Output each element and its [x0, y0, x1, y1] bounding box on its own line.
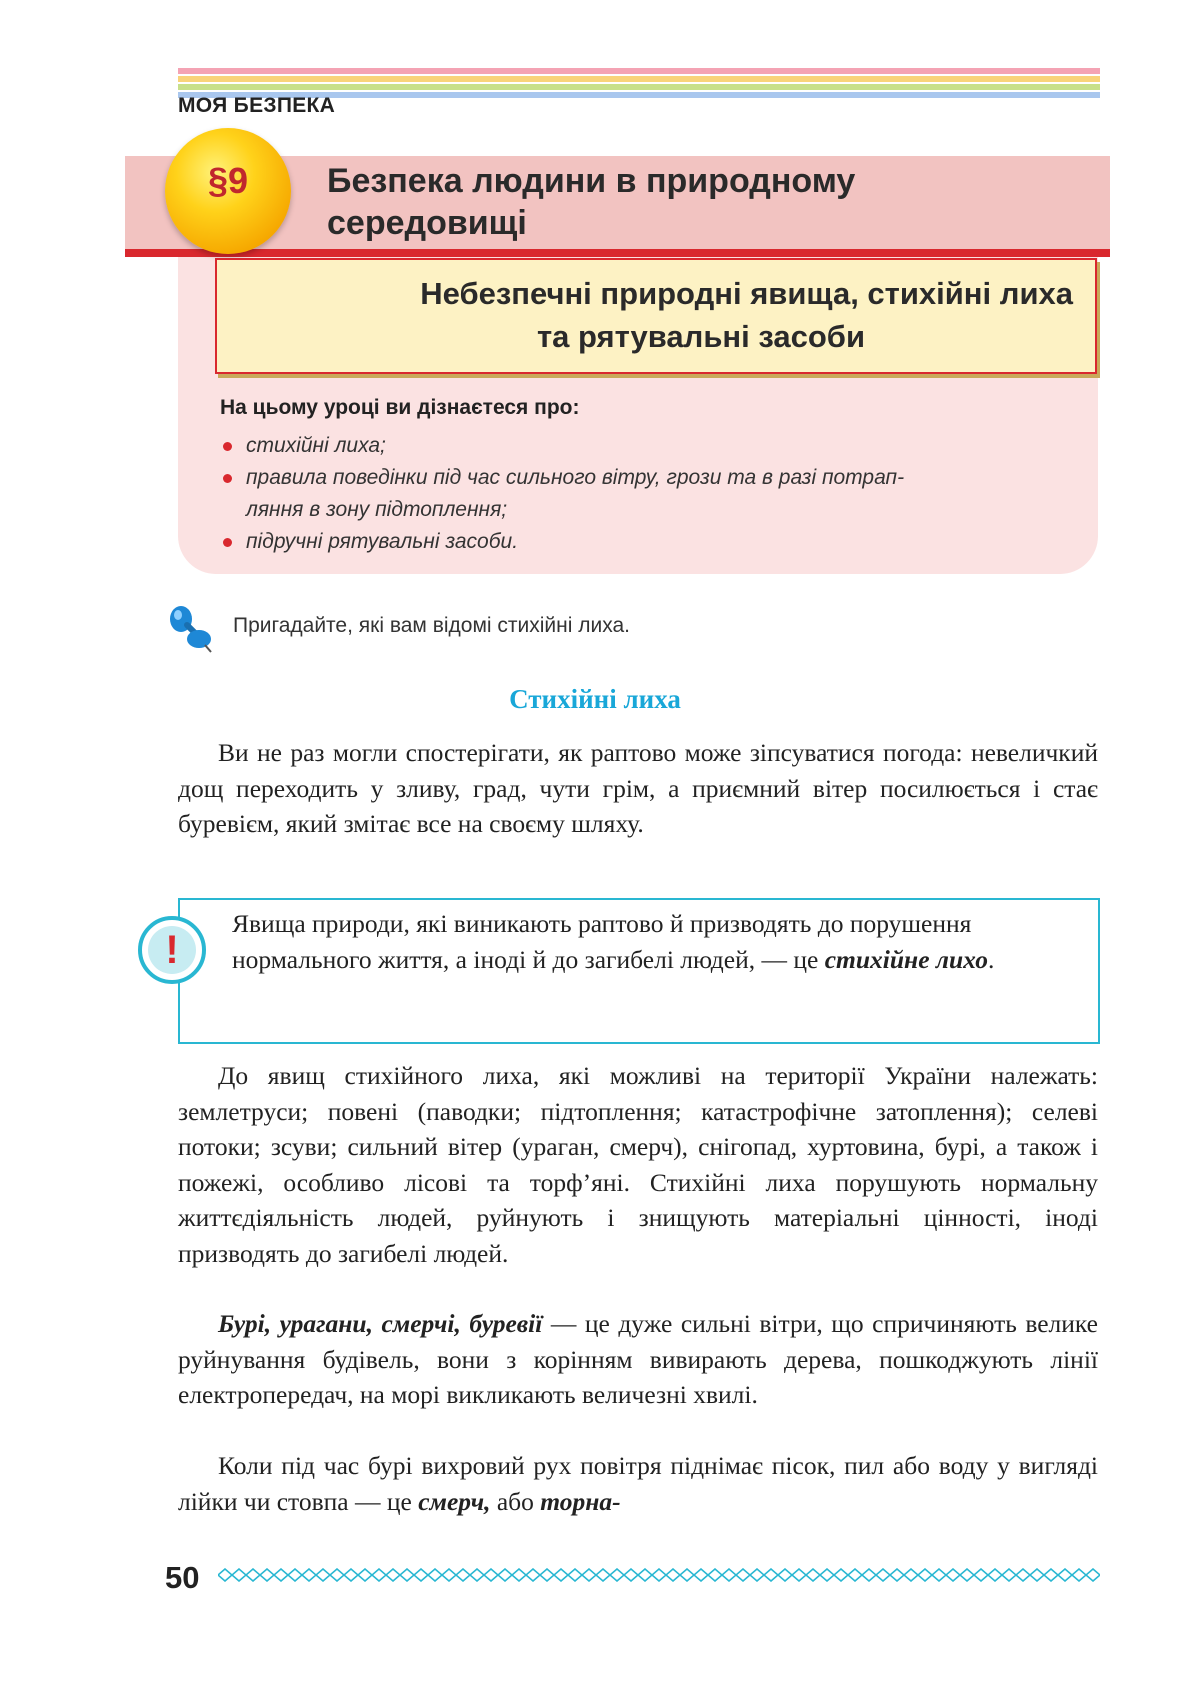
page-number: 50: [165, 1560, 200, 1595]
list-item: стихійні лиха;: [220, 430, 1070, 462]
title-band-edge: [125, 249, 1110, 257]
intro-heading: На цьому уроці ви дізнаєтеся про:: [220, 396, 580, 419]
definition-term: стихійне лихо: [824, 944, 989, 974]
list-item-continuation: ляння в зону підтоплення;: [246, 498, 508, 521]
paragraph-1: Ви не раз могли спостерігати, як раптово може зіпсуватися погода: невеличкий дощ переходить у зливу, град, чути грім, а приємний вітер посилюється і стає буревієм, який змітає все на своєму шляху.: [178, 738, 1098, 838]
bullet-dot-icon: [223, 538, 232, 547]
recall-question: Пригадайте, які вам відомі стихійні лиха.: [233, 614, 631, 637]
section-heading: Стихійні лиха: [509, 684, 681, 714]
subtitle-line-2: та рятувальні засоби: [536, 319, 865, 354]
term-smerch: смерч,: [418, 1486, 491, 1516]
subtitle-box: [215, 258, 1097, 374]
title-line-1: Безпека людини в природному: [327, 162, 856, 200]
page-title: [327, 160, 1027, 244]
footer-decorative-chain: [218, 1568, 1100, 1582]
stripe-green: [178, 84, 1100, 90]
intro-bullet-list: [220, 430, 1070, 558]
paragraph-3: Бурі, урагани, смерчі, буревії — це дуже сильні вітри, що спричиняють велике руйнування будівель, вони з корінням вивирають дерева, пошкоджують лінії електропередач, на морі викликають величезні хвилі.: [178, 1309, 1098, 1409]
storm-terms: Бурі, урагани, смерчі, буревії: [218, 1309, 543, 1338]
bullet-dot-icon: [223, 474, 232, 483]
list-item: підручні рятувальні засоби.: [220, 526, 1070, 558]
subtitle-line-1: Небезпечні природні явища, стихійні лиха: [420, 276, 1073, 311]
definition-text: Явища природи, які виникають раптово й призводять до порушення нормального життя, а іноді й до загибелі людей, — це стихійне лихо.: [232, 909, 995, 974]
pushpin-icon: [165, 603, 215, 653]
paragraph-2: До явищ стихійного лиха, які можливі на території України належать: землетруси; повені (паводки; підтоплення; катастрофічне затоплення); селеві потоки; зсуви; сильний вітер (ураган, смерч), снігопад, хуртовина, бурі, а також і пожежі, особливо лісові та торф’яні. Стихійні лиха порушують нормальну життєдіяльність людей, руйнують і знищують матеріальні цінності, іноді призводять до загибелі людей.: [178, 1061, 1098, 1268]
paragraph-4: Коли під час бурі вихровий рух повітря піднімає пісок, пил або воду у вигляді лійки чи стовпа — це смерч, або торна-: [178, 1451, 1098, 1516]
title-line-2: середовищі: [327, 204, 527, 242]
exclamation-icon: !: [138, 916, 206, 984]
list-item: правила поведінки під час сильного вітру, грози та в разі потрап-: [220, 462, 1070, 494]
stripe-pink: [178, 68, 1100, 74]
term-tornado: торна-: [540, 1486, 621, 1516]
stripe-yellow: [178, 76, 1100, 82]
paragraph-number: §9: [207, 160, 249, 201]
bullet-dot-icon: [223, 442, 232, 451]
section-label: МОЯ БЕЗПЕКА: [178, 94, 336, 117]
paragraph-badge: [165, 128, 291, 254]
